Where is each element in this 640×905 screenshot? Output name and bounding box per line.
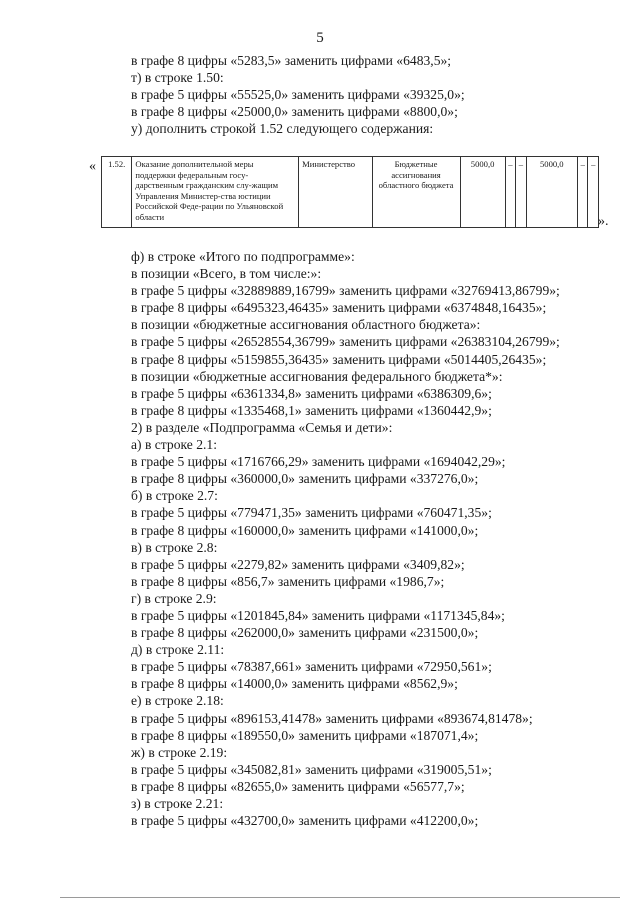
table-row <box>102 157 599 228</box>
column-5-value-cell: 5000,0 <box>460 157 505 228</box>
text-line: ф) в строке «Итого по подпрограмме»: <box>131 249 355 264</box>
text-line: в позиции «Всего, в том числе:»: <box>131 266 322 282</box>
text-line: в графе 5 цифры «1201845,84» заменить цифрами «1171345,84»; <box>131 607 505 623</box>
text-line: в графе 8 цифры «360000,0» заменить цифрами «337276,0»; <box>131 471 479 487</box>
column-8-value-cell: 5000,0 <box>526 157 577 228</box>
text-line: з) в строке 2.21: <box>131 796 224 811</box>
dash-cell: – <box>505 157 515 228</box>
text-line: 2) в разделе «Подпрограмма «Семья и дети»: <box>131 419 393 435</box>
text-line: в графе 8 цифры «6495323,46435» заменить цифрами «6374848,16435»; <box>131 300 547 316</box>
text-line: в графе 5 цифры «32889889,16799» заменить цифрами «32769413,86799»; <box>131 283 560 299</box>
text-line: б) в строке 2.7: <box>131 488 218 504</box>
funding-source-cell: Бюджетные ассигнования областного бюджета <box>372 157 460 228</box>
text-line: в графе 5 цифры «432700,0» заменить цифрами «412200,0»; <box>131 813 479 829</box>
inserted-row-table <box>101 156 599 228</box>
top-text-block <box>131 52 621 137</box>
bottom-text-block <box>131 248 621 829</box>
text-line: в графе 8 цифры «856,7» заменить цифрами «1986,7»; <box>131 573 445 589</box>
text-line: в графе 8 цифры «14000,0» заменить цифрами «8562,9»; <box>131 676 458 692</box>
text-line: в позиции «бюджетные ассигнования федерального бюджета*»: <box>131 368 503 384</box>
text-line: в графе 8 цифры «1335468,1» заменить цифрами «1360442,9»; <box>131 402 492 418</box>
text-line: в графе 8 цифры «82655,0» заменить цифрами «56577,7»; <box>131 778 465 794</box>
text-line: в графе 5 цифры «26528554,36799» заменить цифрами «26383104,26799»; <box>131 334 560 350</box>
text-line: в графе 8 цифры «25000,0» заменить цифрами «8800,0»; <box>131 104 458 120</box>
text-line: в графе 5 цифры «78387,661» заменить цифрами «72950,561»; <box>131 659 492 675</box>
text-line: в графе 8 цифры «5283,5» заменить цифрами «6483,5»; <box>131 53 452 68</box>
measure-name-cell: Оказание дополнительной меры поддержки федеральным госу-дарственным гражданским слу-жащим Управления Министер-ства юстиции Российской Феде-рации по Ульяновской области <box>132 157 299 228</box>
text-line: в графе 5 цифры «55525,0» заменить цифрами «39325,0»; <box>131 87 465 103</box>
text-line: в графе 5 цифры «896153,41478» заменить цифрами «893674,81478»; <box>131 710 533 726</box>
text-line: в графе 5 цифры «2279,82» заменить цифрами «3409,82»; <box>131 556 465 572</box>
dash-cell: – <box>588 157 599 228</box>
text-line: в позиции «бюджетные ассигнования областного бюджета»: <box>131 317 481 333</box>
text-line: в графе 8 цифры «189550,0» заменить цифрами «187071,4»; <box>131 727 479 743</box>
text-line: в) в строке 2.8: <box>131 539 218 555</box>
text-line: в графе 5 цифры «1716766,29» заменить цифрами «1694042,29»; <box>131 454 506 470</box>
text-line: ж) в строке 2.19: <box>131 744 228 760</box>
text-line: е) в строке 2.18: <box>131 693 224 709</box>
page-number: 5 <box>316 30 324 46</box>
text-line: а) в строке 2.1: <box>131 437 217 453</box>
text-line: у) дополнить строкой 1.52 следующего содержания: <box>131 121 434 137</box>
row-number-cell: 1.52. <box>102 157 132 228</box>
executor-cell: Министерство <box>299 157 372 228</box>
text-line: т) в строке 1.50: <box>131 70 224 86</box>
text-line: в графе 8 цифры «5159855,36435» заменить цифрами «5014405,26435»; <box>131 351 547 367</box>
dash-cell: – <box>516 157 526 228</box>
text-line: в графе 8 цифры «262000,0» заменить цифрами «231500,0»; <box>131 625 479 641</box>
text-line: г) в строке 2.9: <box>131 590 217 606</box>
text-line: в графе 8 цифры «160000,0» заменить цифрами «141000,0»; <box>131 522 479 538</box>
scan-edge-line <box>60 897 620 898</box>
text-line: в графе 5 цифры «6361334,8» заменить цифрами «6386309,6»; <box>131 385 492 401</box>
text-line: в графе 5 цифры «779471,35» заменить цифрами «760471,35»; <box>131 505 492 521</box>
closing-quote: ». <box>598 214 609 229</box>
text-line: в графе 5 цифры «345082,81» заменить цифрами «319005,51»; <box>131 761 492 777</box>
text-line: д) в строке 2.11: <box>131 642 225 658</box>
dash-cell: – <box>577 157 587 228</box>
opening-quote: « <box>89 159 96 174</box>
